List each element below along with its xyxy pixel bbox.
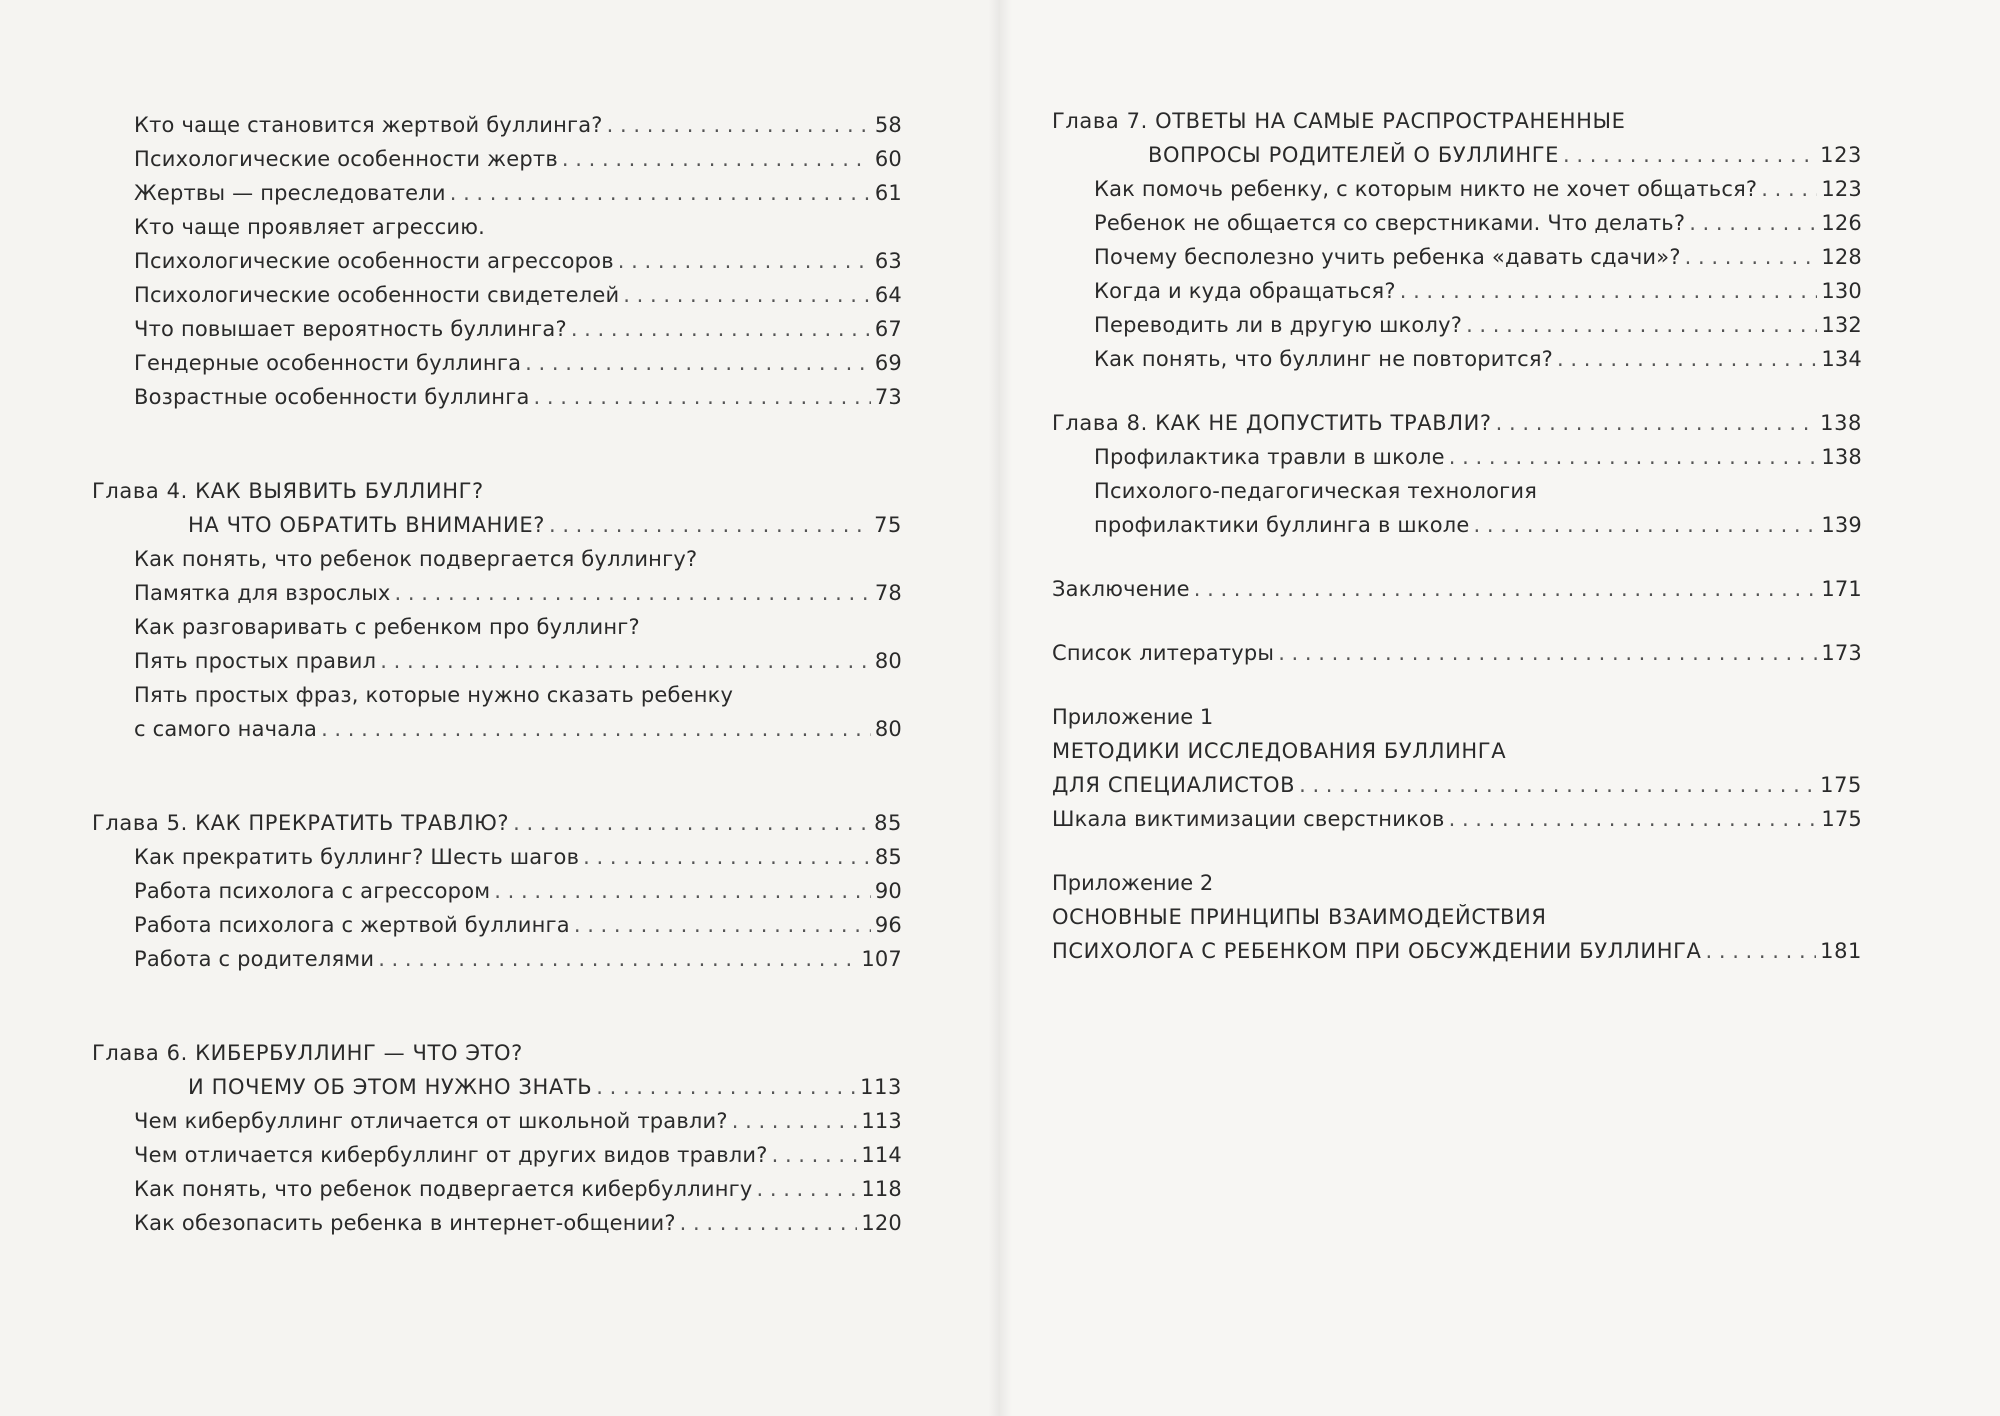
page-number: 118 bbox=[861, 1177, 902, 1201]
toc-chapter-5 bbox=[92, 806, 902, 976]
leader-dots bbox=[618, 244, 871, 278]
page-number: 134 bbox=[1821, 347, 1862, 371]
page-number: 120 bbox=[861, 1211, 902, 1235]
spacer bbox=[1052, 670, 1862, 700]
leader-dots bbox=[1400, 274, 1818, 308]
spacer bbox=[1052, 376, 1862, 406]
leader-dots bbox=[450, 176, 871, 210]
toc-entry[interactable]: Кто чаще становится жертвой буллинга? . . . 58 bbox=[134, 108, 902, 142]
toc-entry[interactable]: Как понять, что буллинг не повторится? . . . 134 bbox=[1094, 342, 1862, 376]
leader-dots bbox=[596, 1070, 856, 1104]
toc-entry[interactable]: Как разговаривать с ребенком про буллинг? bbox=[134, 615, 640, 639]
leader-dots bbox=[534, 380, 871, 414]
leader-dots bbox=[1449, 802, 1818, 836]
page-number: 171 bbox=[1821, 577, 1862, 601]
leader-dots bbox=[1557, 342, 1817, 376]
toc-entry[interactable]: Как помочь ребенку, с которым никто не хочет общаться? . . . 123 bbox=[1094, 172, 1862, 206]
toc-section-chapter3-items bbox=[92, 108, 902, 414]
toc-entry[interactable]: Пять простых фраз, которые нужно сказать ребенку bbox=[134, 683, 734, 707]
toc-entry[interactable]: Пять простых правил . . . 80 bbox=[134, 644, 902, 678]
toc-entry[interactable]: Переводить ли в другую школу? . . . 132 bbox=[1094, 308, 1862, 342]
page-number: 175 bbox=[1820, 773, 1862, 797]
appendix-title-cont[interactable]: ПСИХОЛОГА С РЕБЕНКОМ ПРИ ОБСУЖДЕНИИ БУЛЛИНГА . . . 181 bbox=[1052, 934, 1862, 968]
spacer bbox=[92, 414, 902, 474]
page-number: 63 bbox=[874, 249, 902, 273]
page-number: 80 bbox=[874, 649, 902, 673]
chapter-title-cont[interactable]: И ПОЧЕМУ ОБ ЭТОМ НУЖНО ЗНАТЬ . . . 113 bbox=[92, 1070, 902, 1104]
leader-dots bbox=[1194, 572, 1818, 606]
spacer bbox=[92, 746, 902, 806]
right-page bbox=[1000, 0, 2000, 1416]
page-number: 128 bbox=[1821, 245, 1862, 269]
page-number: 138 bbox=[1821, 445, 1862, 469]
page-number: 107 bbox=[861, 947, 902, 971]
leader-dots bbox=[1563, 138, 1816, 172]
toc-chapter-7 bbox=[1052, 104, 1862, 376]
toc-entry[interactable]: Ребенок не общается со сверстниками. Что делать? . . . 126 bbox=[1094, 206, 1862, 240]
toc-entry[interactable]: Кто чаще проявляет агрессию. bbox=[134, 215, 485, 239]
page-number: 123 bbox=[1820, 143, 1862, 167]
leader-dots bbox=[1496, 406, 1816, 440]
leader-dots bbox=[1466, 308, 1817, 342]
leader-dots bbox=[583, 840, 871, 874]
chapter-title[interactable]: Глава 5. КАК ПРЕКРАТИТЬ ТРАВЛЮ? . . . 85 bbox=[92, 806, 902, 840]
spacer bbox=[92, 976, 902, 1036]
toc-entry[interactable]: Возрастные особенности буллинга . . . 73 bbox=[134, 380, 902, 414]
leader-dots bbox=[378, 942, 857, 976]
appendix-title[interactable]: МЕТОДИКИ ИССЛЕДОВАНИЯ БУЛЛИНГА bbox=[1052, 739, 1507, 763]
left-toc bbox=[92, 108, 902, 1240]
toc-entry[interactable]: Психологические особенности жертв . . . 60 bbox=[134, 142, 902, 176]
leader-dots bbox=[1685, 240, 1818, 274]
page-number: 61 bbox=[874, 181, 902, 205]
appendix-label[interactable]: Приложение 2 bbox=[1052, 871, 1214, 895]
toc-entry[interactable]: Как обезопасить ребенка в интернет-общении? . . . 120 bbox=[134, 1206, 902, 1240]
appendix-title[interactable]: ОСНОВНЫЕ ПРИНЦИПЫ ВЗАИМОДЕЙСТВИЯ bbox=[1052, 905, 1547, 929]
appendix-title-cont[interactable]: ДЛЯ СПЕЦИАЛИСТОВ . . . 175 bbox=[1052, 768, 1862, 802]
spacer bbox=[1052, 606, 1862, 636]
toc-entry[interactable]: Почему бесполезно учить ребенка «давать сдачи»? . . . 128 bbox=[1094, 240, 1862, 274]
leader-dots bbox=[549, 508, 870, 542]
chapter-title-cont[interactable]: НА ЧТО ОБРАТИТЬ ВНИМАНИЕ? . . . 75 bbox=[92, 508, 902, 542]
page-number: 60 bbox=[874, 147, 902, 171]
toc-entry[interactable]: Психолого-педагогическая технология bbox=[1094, 479, 1538, 503]
page-number: 132 bbox=[1821, 313, 1862, 337]
toc-chapter-4 bbox=[92, 474, 902, 746]
leader-dots bbox=[757, 1172, 858, 1206]
page-number: 113 bbox=[860, 1075, 902, 1099]
page-number: 90 bbox=[874, 879, 902, 903]
toc-appendix-2 bbox=[1052, 866, 1862, 968]
leader-dots bbox=[1761, 172, 1817, 206]
toc-entry[interactable]: Шкала виктимизации сверстников . . . 175 bbox=[1052, 802, 1862, 836]
page-number: 181 bbox=[1820, 939, 1862, 963]
toc-conclusion[interactable]: Заключение . . . 171 bbox=[1052, 572, 1862, 606]
toc-entry[interactable]: Как понять, что ребенок подвергается кибербуллингу . . . 118 bbox=[134, 1172, 902, 1206]
toc-entry[interactable]: Гендерные особенности буллинга . . . 69 bbox=[134, 346, 902, 380]
toc-entry[interactable]: Чем отличается кибербуллинг от других видов травли? . . . 114 bbox=[134, 1138, 902, 1172]
page-number: 80 bbox=[874, 717, 902, 741]
spacer bbox=[1052, 542, 1862, 572]
toc-bibliography[interactable]: Список литературы . . . 173 bbox=[1052, 636, 1862, 670]
leader-dots bbox=[772, 1138, 858, 1172]
leader-dots bbox=[623, 278, 871, 312]
leader-dots bbox=[494, 874, 871, 908]
chapter-title-cont[interactable]: ВОПРОСЫ РОДИТЕЛЕЙ О БУЛЛИНГЕ . . . 123 bbox=[1052, 138, 1862, 172]
right-toc bbox=[1052, 104, 1862, 968]
leader-dots bbox=[1449, 440, 1818, 474]
page-number: 126 bbox=[1821, 211, 1862, 235]
leader-dots bbox=[607, 108, 871, 142]
chapter-title[interactable]: Глава 8. КАК НЕ ДОПУСТИТЬ ТРАВЛИ? . . . 138 bbox=[1052, 406, 1862, 440]
leader-dots bbox=[1474, 508, 1818, 542]
leader-dots bbox=[1299, 768, 1816, 802]
leader-dots bbox=[525, 346, 871, 380]
page-number: 138 bbox=[1820, 411, 1862, 435]
leader-dots bbox=[1689, 206, 1817, 240]
toc-entry[interactable]: Когда и куда обращаться? . . . 130 bbox=[1094, 274, 1862, 308]
toc-entry[interactable]: с самого начала . . . 80 bbox=[134, 712, 902, 746]
leader-dots bbox=[571, 312, 871, 346]
toc-entry[interactable]: Как понять, что ребенок подвергается буллингу? bbox=[134, 547, 698, 571]
chapter-title[interactable]: Глава 6. КИБЕРБУЛЛИНГ — ЧТО ЭТО? bbox=[92, 1041, 523, 1065]
leader-dots bbox=[321, 712, 871, 746]
page-number: 85 bbox=[874, 845, 902, 869]
toc-entry[interactable]: Работа психолога с жертвой буллинга . . . 96 bbox=[134, 908, 902, 942]
toc-appendix-1 bbox=[1052, 700, 1862, 836]
page-number: 64 bbox=[874, 283, 902, 307]
toc-entry[interactable]: Что повышает вероятность буллинга? . . . 67 bbox=[134, 312, 902, 346]
toc-entry[interactable]: Психологические особенности свидетелей . . . 64 bbox=[134, 278, 902, 312]
appendix-label[interactable]: Приложение 1 bbox=[1052, 705, 1214, 729]
toc-entry[interactable]: Работа с родителями . . . 107 bbox=[134, 942, 902, 976]
page-number: 113 bbox=[861, 1109, 902, 1133]
toc-entry[interactable]: Чем кибербуллинг отличается от школьной травли? . . . 113 bbox=[134, 1104, 902, 1138]
spacer bbox=[1052, 836, 1862, 866]
page-number: 175 bbox=[1821, 807, 1862, 831]
leader-dots bbox=[380, 644, 871, 678]
toc-entry[interactable]: профилактики буллинга в школе . . . 139 bbox=[1094, 508, 1862, 542]
page-number: 114 bbox=[861, 1143, 902, 1167]
page-number: 123 bbox=[1821, 177, 1862, 201]
page-number: 96 bbox=[874, 913, 902, 937]
chapter-title[interactable]: Глава 4. КАК ВЫЯВИТЬ БУЛЛИНГ? bbox=[92, 479, 484, 503]
toc-chapter-8 bbox=[1052, 406, 1862, 542]
leader-dots bbox=[574, 908, 871, 942]
page-number: 67 bbox=[874, 317, 902, 341]
toc-chapter-6 bbox=[92, 1036, 902, 1240]
leader-dots bbox=[513, 806, 870, 840]
toc-entry[interactable]: Профилактика травли в школе . . . 138 bbox=[1094, 440, 1862, 474]
toc-entry[interactable]: Как прекратить буллинг? Шесть шагов . . . 85 bbox=[134, 840, 902, 874]
leader-dots bbox=[1706, 934, 1817, 968]
page-number: 173 bbox=[1821, 641, 1862, 665]
leader-dots bbox=[562, 142, 871, 176]
page-number: 58 bbox=[874, 113, 902, 137]
toc-entry[interactable]: Работа психолога с агрессором . . . 90 bbox=[134, 874, 902, 908]
toc-entry[interactable]: Психологические особенности агрессоров . . . 63 bbox=[134, 244, 902, 278]
toc-entry[interactable]: Памятка для взрослых . . . 78 bbox=[134, 576, 902, 610]
page-number: 85 bbox=[874, 811, 902, 835]
leader-dots bbox=[1278, 636, 1817, 670]
leader-dots bbox=[395, 576, 871, 610]
book-gutter bbox=[988, 0, 1012, 1416]
page-number: 73 bbox=[874, 385, 902, 409]
chapter-title[interactable]: Глава 7. ОТВЕТЫ НА САМЫЕ РАСПРОСТРАНЕННЫЕ bbox=[1052, 109, 1626, 133]
leader-dots bbox=[732, 1104, 858, 1138]
page-number: 78 bbox=[874, 581, 902, 605]
page-number: 75 bbox=[874, 513, 902, 537]
page-number: 139 bbox=[1821, 513, 1862, 537]
leader-dots bbox=[680, 1206, 858, 1240]
page-number: 69 bbox=[874, 351, 902, 375]
page-number: 130 bbox=[1821, 279, 1862, 303]
toc-entry[interactable]: Жертвы — преследователи . . . 61 bbox=[134, 176, 902, 210]
